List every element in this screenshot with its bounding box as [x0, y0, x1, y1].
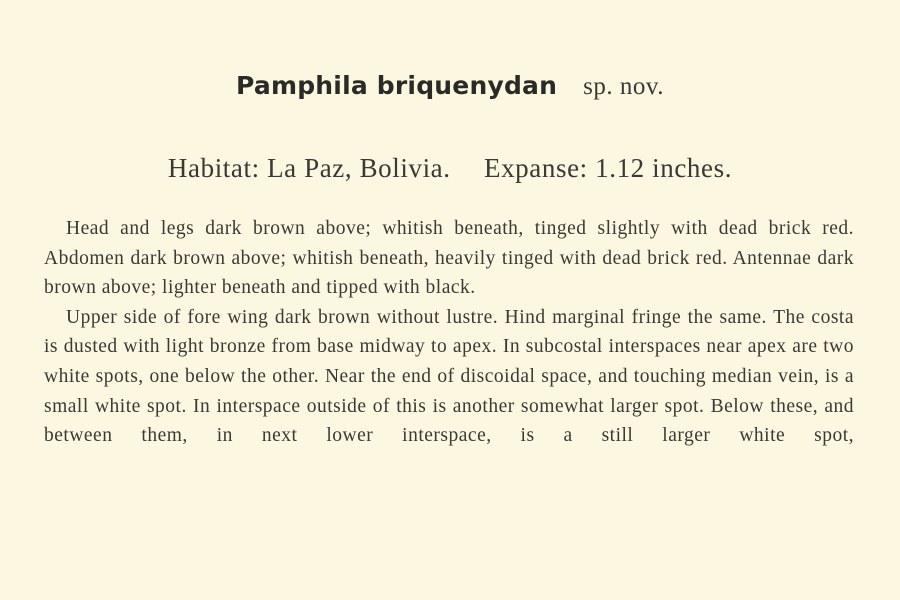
- species-suffix: sp. nov.: [583, 73, 664, 100]
- expanse-label: Expanse:: [483, 153, 588, 183]
- paragraph-fore-wing: Upper side of fore wing dark brown without lustre. Hind marginal fringe the same. The costa is dusted with light bronze from base midway to apex. In subcostal interspaces near apex are two white spots, one below the other. Near the end of discoidal space, and touching median vein, is a small white spot. In interspace outside of this is another somewhat larger spot. Below these, and between them, in next lower interspace, is a still larger white spot,: [44, 306, 854, 447]
- species-heading: [0, 66, 900, 110]
- description-body: [44, 214, 854, 451]
- expanse-value: 1.12 inches.: [595, 153, 733, 183]
- habitat-value: La Paz, Bolivia.: [267, 153, 451, 183]
- species-name: Pamphila briquenydan: [236, 71, 558, 100]
- habitat-label: Habitat:: [167, 153, 260, 183]
- habitat-line: [0, 148, 900, 188]
- paragraph-head-legs: Head and legs dark brown above; whitish beneath, tinged slightly with dead brick red. Abdomen dark brown above; whitish beneath, heavily tinged with dead brick red. Antennae dark brown above; lighter beneath and tipped with black.: [44, 218, 854, 299]
